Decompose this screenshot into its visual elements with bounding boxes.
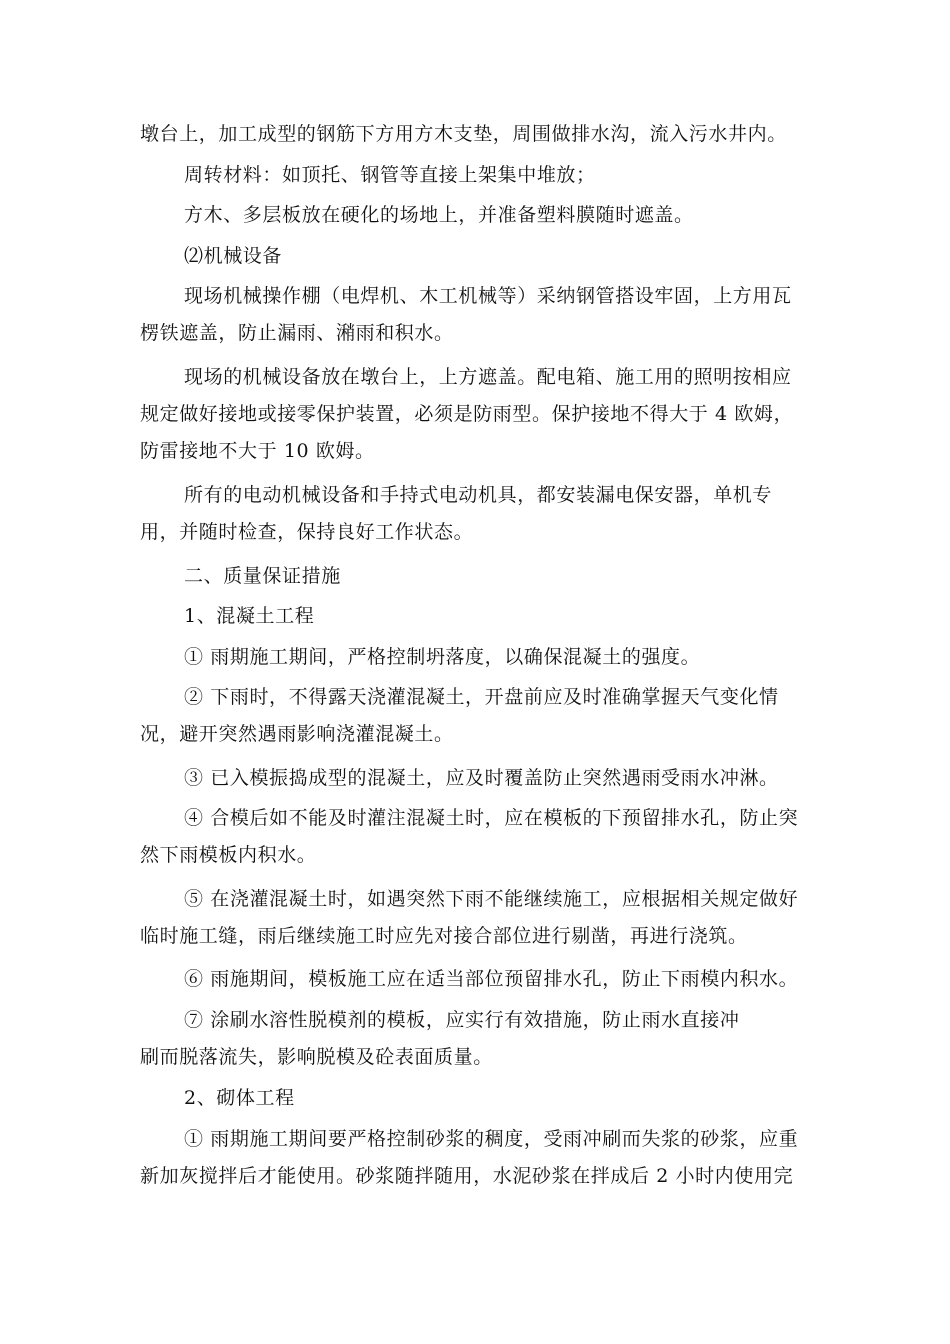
- paragraph-5: [140, 278, 830, 352]
- text-line: 临时施工缝，雨后继续施工时应先对接合部位进行剔凿，再进行浇筑。: [140, 925, 748, 947]
- text-line: 新加灰搅拌后才能使用。砂浆随拌随用，水泥砂浆在拌成后 2 小时内使用完: [140, 1165, 794, 1187]
- subsection-heading-masonry: [140, 1080, 830, 1117]
- text-line: 然下雨模板内积水。: [140, 844, 317, 866]
- text-line: 所有的电动机械设备和手持式电动机具，都安装漏电保安器，单机专: [184, 484, 773, 506]
- paragraph-2: [140, 157, 830, 194]
- subsection-heading-concrete: [140, 598, 830, 635]
- text-line: 周转材料：如顶托、钢管等直接上架集中堆放；: [184, 164, 596, 186]
- text-line: 现场的机械设备放在墩台上，上方遮盖。配电箱、施工用的照明按相应: [184, 366, 792, 388]
- text-line: 况，避开突然遇雨影响浇灌混凝土。: [140, 723, 454, 745]
- paragraph-3: [140, 197, 830, 234]
- concrete-item-7: [140, 1002, 830, 1076]
- text-line: 现场机械操作棚（电焊机、木工机械等）采纳钢管搭设牢固，上方用瓦: [184, 285, 792, 307]
- section-heading-machinery: [140, 238, 830, 275]
- text-line: 刷而脱落流失，影响脱模及砼表面质量。: [140, 1046, 493, 1068]
- text-line: 楞铁遮盖，防止漏雨、潲雨和积水。: [140, 322, 454, 344]
- text-line: 墩台上，加工成型的钢筋下方用方木支垫，周围做排水沟，流入污水井内。: [140, 123, 787, 145]
- text-line: 规定做好接地或接零保护装置，必须是防雨型。保护接地不得大于 4 欧姆，: [140, 403, 794, 425]
- masonry-item-1: [140, 1121, 830, 1195]
- concrete-item-2: [140, 679, 830, 753]
- text-line: 方木、多层板放在硬化的场地上，并准备塑料膜随时遮盖。: [184, 204, 694, 226]
- concrete-item-5: [140, 881, 830, 955]
- concrete-item-4: [140, 800, 830, 874]
- text-line: ⑤ 在浇灌混凝土时，如遇突然下雨不能继续施工，应根据相关规定做好: [184, 888, 799, 910]
- text-line: ④ 合模后如不能及时灌注混凝土时，应在模板的下预留排水孔，防止突: [184, 807, 799, 829]
- text-line: ⑦ 涂刷水溶性脱模剂的模板，应实行有效措施，防止雨水直接冲: [184, 1009, 740, 1031]
- section-heading-quality: [140, 558, 830, 595]
- text-line: 二、质量保证措施: [184, 565, 341, 587]
- paragraph-1: [140, 116, 830, 153]
- concrete-item-1: [140, 639, 830, 676]
- text-line: ⑥ 雨施期间，模板施工应在适当部位预留排水孔，防止下雨模内积水。: [184, 968, 799, 990]
- text-line: ⑵机械设备: [184, 245, 283, 267]
- text-line: 2、砌体工程: [184, 1087, 295, 1109]
- text-line: ② 下雨时，不得露天浇灌混凝土，开盘前应及时准确掌握天气变化情: [184, 686, 779, 708]
- text-line: 1、混凝土工程: [184, 605, 315, 627]
- text-line: ③ 已入模振捣成型的混凝土，应及时覆盖防止突然遇雨受雨水冲淋。: [184, 767, 779, 789]
- concrete-item-6: [140, 961, 830, 998]
- text-line: 防雷接地不大于 10 欧姆。: [140, 440, 375, 462]
- paragraph-6: [140, 359, 830, 470]
- text-line: 用，并随时检查，保持良好工作状态。: [140, 521, 474, 543]
- text-line: ① 雨期施工期间，严格控制坍落度，以确保混凝土的强度。: [184, 646, 701, 668]
- text-line: ① 雨期施工期间要严格控制砂浆的稠度，受雨冲刷而失浆的砂浆，应重: [184, 1128, 799, 1150]
- paragraph-7: [140, 477, 830, 551]
- concrete-item-3: [140, 760, 830, 797]
